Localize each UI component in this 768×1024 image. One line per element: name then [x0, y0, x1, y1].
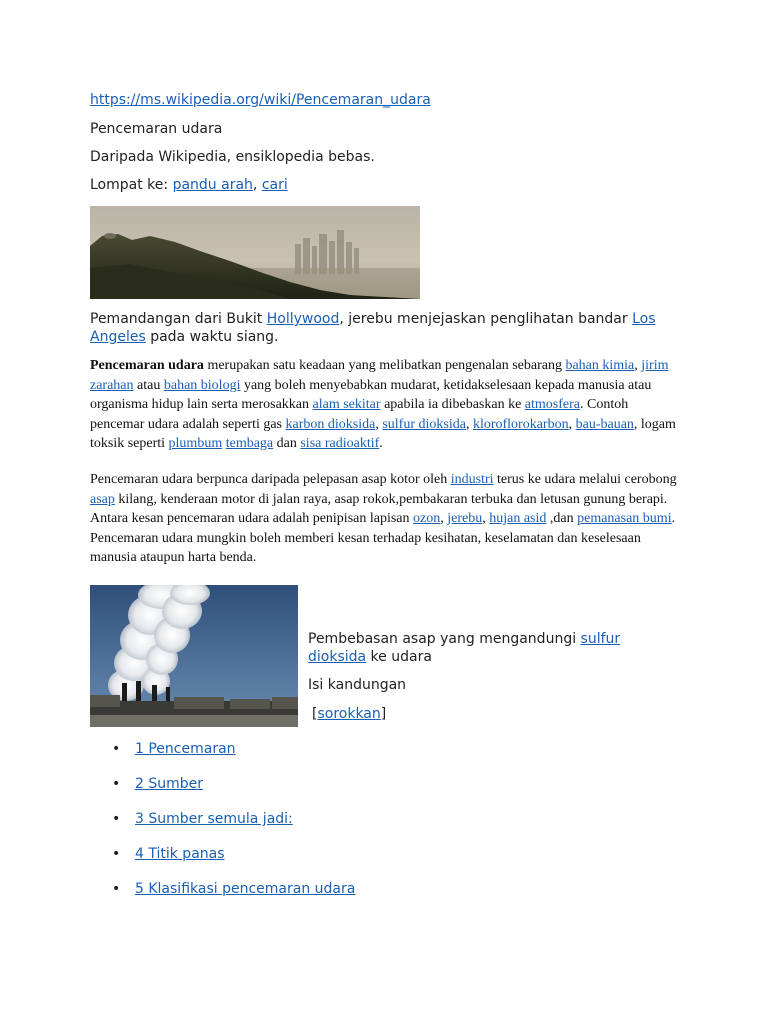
paragraph-text: dan	[273, 436, 301, 451]
paragraph-text: . Contoh pencemar udara adalah seperti gas	[90, 397, 629, 432]
hujan-asid-link[interactable]: hujan asid	[489, 511, 547, 526]
caption-text: ke udara	[366, 649, 432, 665]
toc-heading: Isi kandungan	[308, 677, 407, 693]
plumbum-link[interactable]: plumbum	[168, 436, 223, 451]
page-url-link[interactable]: https://ms.wikipedia.org/wiki/Pencemaran_udara	[90, 92, 431, 108]
alam-sekitar-link[interactable]: alam sekitar	[312, 397, 381, 412]
bullet-icon: •	[112, 846, 121, 862]
photo1-caption	[90, 310, 670, 346]
bullet-icon: •	[112, 776, 121, 792]
paragraph-text: yang boleh menyebabkan mudarat, ketidakselesaan kepada manusia atau organisma hidup lain serta merosakkan	[90, 377, 652, 412]
bullet-icon: •	[112, 811, 121, 827]
bracket-close: ]	[380, 706, 387, 722]
toc-item	[90, 810, 355, 845]
toc-link-titik-panas[interactable]: 4 Titik panas	[135, 846, 225, 862]
paragraph-text: . Pencemaran udara mungkin boleh memberi kesan terhadap kesihatan, keselamatan dan keselesaan manusia ataupun harta benda.	[90, 511, 676, 565]
sulfur-dioksida-caption-link[interactable]: sulfur dioksida	[308, 631, 621, 665]
tembaga-link[interactable]: tembaga	[225, 436, 274, 451]
paragraph-text: atau	[133, 377, 164, 393]
paragraph-text: ,	[440, 511, 448, 526]
bahan-biologi-link[interactable]: bahan biologi	[163, 377, 241, 393]
karbon-dioksida-link[interactable]: karbon dioksida	[285, 416, 376, 432]
jerebu-link[interactable]: jerebu	[447, 511, 483, 526]
paragraph-text: , logam toksik seperti	[90, 416, 676, 451]
jump-to-line	[90, 176, 288, 194]
caption-text: pada waktu siang.	[145, 329, 279, 345]
toc-item	[90, 845, 355, 880]
toc-item	[90, 740, 355, 775]
kloroflorokarbon-link[interactable]: kloroflorokarbon	[472, 416, 569, 432]
toc-item	[90, 880, 355, 915]
search-link[interactable]: cari	[261, 177, 288, 193]
jump-prefix: Lompat ke:	[90, 177, 173, 193]
causes-paragraph	[90, 470, 680, 568]
paragraph-text: apabila ia dibebaskan ke	[380, 397, 525, 412]
hollywood-link[interactable]: Hollywood	[266, 311, 340, 327]
caption-text: Pemandangan dari Bukit	[90, 311, 267, 327]
caption-text: , jerebu menjejaskan penglihatan bandar	[339, 311, 633, 327]
bullet-icon: •	[112, 881, 121, 897]
paragraph-text: ,dan	[546, 511, 578, 526]
paragraph-text: terus ke udara melalui cerobong	[493, 472, 677, 487]
caption-text: Pembebasan asap yang mengandungi	[308, 631, 581, 647]
toc-link-pencemaran[interactable]: 1 Pencemaran	[135, 741, 236, 757]
smokestack-photo	[90, 585, 298, 727]
bold-term: Pencemaran udara	[90, 358, 204, 373]
paragraph-text: ,	[568, 416, 576, 432]
source-line: Daripada Wikipedia, ensiklopedia bebas.	[90, 149, 375, 165]
article-title: Pencemaran udara	[90, 121, 223, 137]
bracket-open: [	[312, 706, 318, 722]
sisa-radioaktif-link[interactable]: sisa radioaktif	[300, 436, 380, 451]
paragraph-text: Pencemaran udara berpunca daripada pelepasan asap kotor oleh	[90, 472, 451, 487]
paragraph-text: ,	[465, 416, 473, 432]
bau-bauan-link[interactable]: bau-bauan	[575, 416, 634, 432]
bullet-icon: •	[112, 741, 121, 757]
jump-separator: ,	[252, 177, 262, 193]
paragraph-text: ,	[634, 358, 642, 373]
paragraph-text: ,	[375, 416, 383, 432]
table-of-contents	[90, 740, 355, 915]
paragraph-text: .	[379, 436, 383, 451]
hide-toc-link[interactable]: sorokkan	[317, 706, 381, 722]
asap-link[interactable]: asap	[90, 491, 115, 507]
toc-link-sumber-semula-jadi[interactable]: 3 Sumber semula jadi:	[135, 811, 293, 827]
ozon-link[interactable]: ozon	[413, 511, 441, 526]
toc-link-klasifikasi[interactable]: 5 Klasifikasi pencemaran udara	[135, 881, 356, 897]
atmosfera-link[interactable]: atmosfera	[524, 397, 580, 412]
photo2-caption	[308, 630, 648, 666]
navigation-link[interactable]: pandu arah	[172, 177, 253, 193]
toc-item	[90, 775, 355, 810]
intro-paragraph	[90, 356, 680, 454]
hollywood-hills-photo	[90, 206, 420, 299]
toc-toggle	[312, 705, 386, 723]
paragraph-text: kilang, kenderaan motor di jalan raya, asap rokok,pembakaran terbuka dan letusan gunung berapi. Antara kesan pencemaran udara adalah penipisan lapisan	[90, 491, 668, 526]
industri-link[interactable]: industri	[450, 472, 494, 487]
pemanasan-bumi-link[interactable]: pemanasan bumi	[577, 511, 672, 526]
jirim-zarahan-link[interactable]: jirim zarahan	[90, 358, 669, 393]
paragraph-text: ,	[482, 511, 490, 526]
sulfur-dioksida-link[interactable]: sulfur dioksida	[382, 416, 466, 432]
bahan-kimia-link[interactable]: bahan kimia	[565, 358, 635, 373]
los-angeles-link[interactable]: Los Angeles	[90, 311, 656, 345]
paragraph-text: merupakan satu keadaan yang melibatkan pengenalan sebarang	[203, 358, 566, 373]
toc-link-sumber[interactable]: 2 Sumber	[135, 776, 204, 792]
